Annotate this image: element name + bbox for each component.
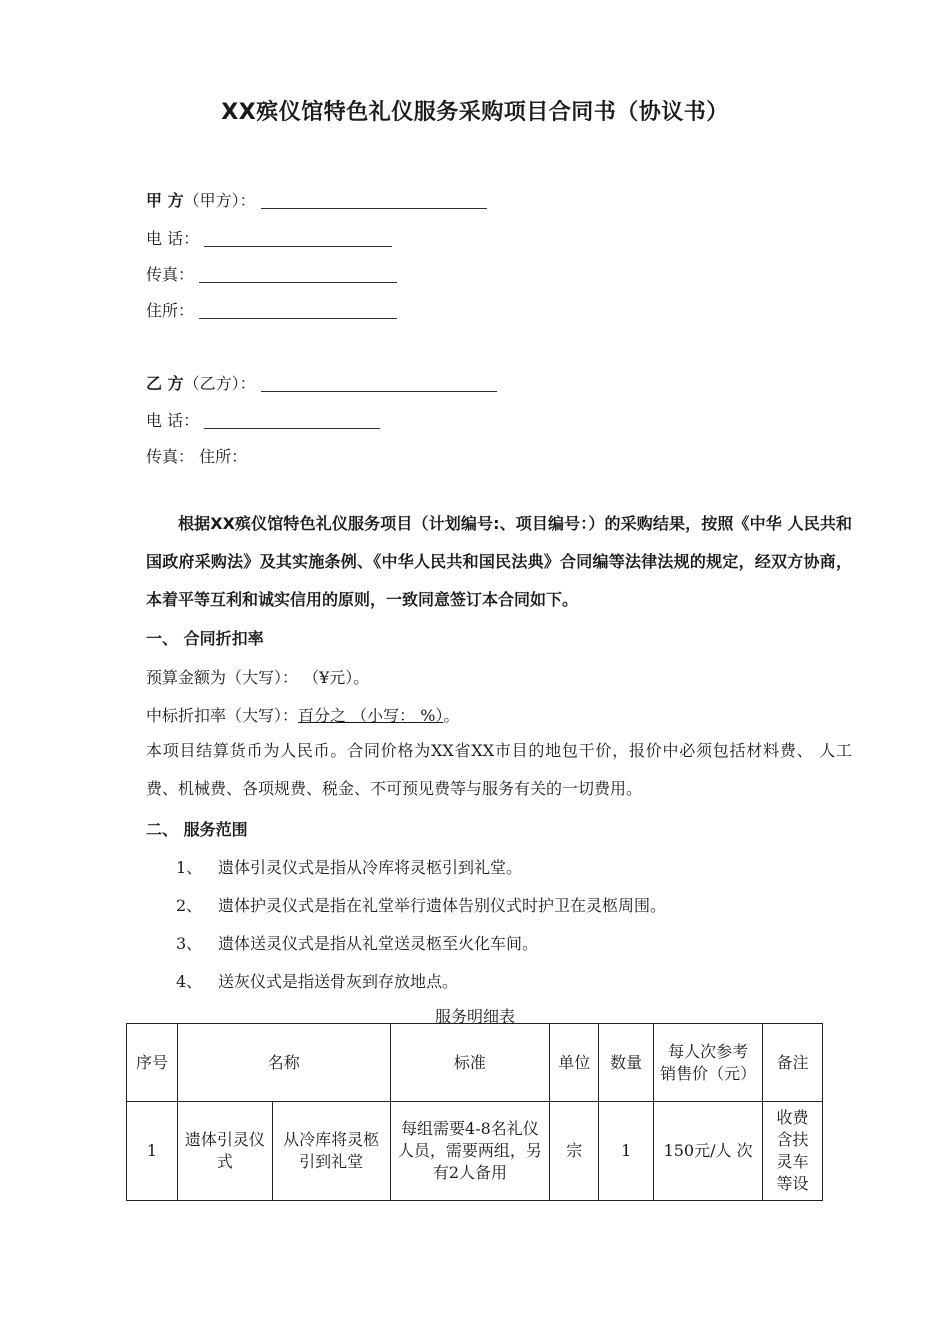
service-item-text: 遗体引灵仪式是指从冷库将灵柩引到礼堂。 xyxy=(218,858,523,877)
cell-desc: 从冷库将灵柩引到礼堂 xyxy=(272,1102,390,1201)
header-price: 每人次参考销售价（元） xyxy=(654,1024,763,1102)
budget-line: 预算金额为（大写）： （¥元）。 xyxy=(146,668,370,687)
cell-qty: 1 xyxy=(599,1102,654,1201)
cell-standard: 每组需要4-8名礼仪人员，需要两组，另有2人备用 xyxy=(390,1102,550,1201)
party-a-fax-blank[interactable] xyxy=(199,268,397,283)
service-item-text: 遗体送灵仪式是指从礼堂送灵柩至火化车间。 xyxy=(218,934,539,953)
table-caption: 服务明细表 xyxy=(434,1007,515,1026)
service-item-text: 遗体护灵仪式是指在礼堂举行遗体告别仪式时护卫在灵柩周围。 xyxy=(218,896,667,915)
header-standard: 标准 xyxy=(390,1024,550,1102)
cell-unit: 宗 xyxy=(550,1102,599,1201)
section2-heading: 二、 服务范围 xyxy=(146,820,248,839)
service-item-number: 3、 xyxy=(176,934,203,953)
discount-rate-value: 百分之 （小写： %） xyxy=(298,706,444,725)
service-detail-table xyxy=(126,1023,823,1201)
service-item xyxy=(176,855,522,878)
header-unit: 单位 xyxy=(550,1024,599,1102)
party-b-fax-address-line: 传真： 住所： xyxy=(146,447,248,466)
discount-rate-prefix: 中标折扣率（大写）： xyxy=(146,706,299,725)
discount-rate-suffix: 。 xyxy=(443,706,460,725)
document-title: XX殡仪馆特色礼仪服务采购项目合同书（协议书） xyxy=(221,100,729,125)
discount-rate-line xyxy=(146,703,459,726)
service-item-number: 1、 xyxy=(176,858,203,877)
party-a-phone-blank[interactable] xyxy=(204,232,392,247)
party-b-sub: （乙方）： xyxy=(183,374,256,393)
service-item-number: 4、 xyxy=(176,972,203,991)
party-b-line xyxy=(146,371,497,394)
party-a-address-blank[interactable] xyxy=(199,304,397,319)
currency-paragraph: 本项目结算货币为人民币。合同价格为XX省XX市目的地包干价，报价中必须包括材料费、 人工费、机械费、各项规费、税金、不可预见费等与服务有关的一切费用。 xyxy=(146,741,852,798)
header-note: 备注 xyxy=(763,1024,823,1102)
header-name: 名称 xyxy=(177,1024,390,1102)
party-b-label: 乙 方 xyxy=(146,374,184,393)
header-seq: 序号 xyxy=(127,1024,178,1102)
party-a-address-line xyxy=(146,298,397,321)
cell-price: 150元/人 次 xyxy=(654,1102,763,1201)
cell-note: 收费含扶灵车等设 xyxy=(763,1102,823,1201)
party-b-phone-line xyxy=(146,408,380,431)
table-header-row xyxy=(127,1024,823,1102)
party-a-blank[interactable] xyxy=(261,194,487,209)
party-b-phone-label: 电 话： xyxy=(146,411,200,430)
party-a-fax-label: 传真： xyxy=(146,265,195,284)
party-a-label: 甲 方 xyxy=(146,191,184,210)
party-a-line xyxy=(146,188,487,211)
intro-paragraph: 根据XX殡仪馆特色礼仪服务项目（计划编号:、项目编号：）的采购结果，按照《中华 人民共和国政府采购法》及其实施条例、《中华人民共和国民法典》合同编等法律法规的规定，经双方协商，本着平等互利和诚实信用的原则，一致同意签订本合同如下。 xyxy=(146,514,852,609)
party-b-blank[interactable] xyxy=(261,377,497,392)
party-a-sub: （甲方）： xyxy=(183,191,256,210)
party-a-fax-line xyxy=(146,262,397,285)
cell-seq: 1 xyxy=(127,1102,178,1201)
service-item xyxy=(176,969,458,992)
service-item-number: 2、 xyxy=(176,896,203,915)
service-item xyxy=(176,893,666,916)
service-item-text: 送灰仪式是指送骨灰到存放地点。 xyxy=(218,972,459,991)
cell-name: 遗体引灵仪式 xyxy=(177,1102,272,1201)
party-a-phone-line xyxy=(146,226,392,249)
party-a-phone-label: 电 话： xyxy=(146,229,200,248)
header-qty: 数量 xyxy=(599,1024,654,1102)
party-a-address-label: 住所： xyxy=(146,301,195,320)
service-item xyxy=(176,931,538,954)
party-b-phone-blank[interactable] xyxy=(204,414,380,429)
section1-heading: 一、 合同折扣率 xyxy=(146,629,264,648)
table-row xyxy=(127,1102,823,1201)
